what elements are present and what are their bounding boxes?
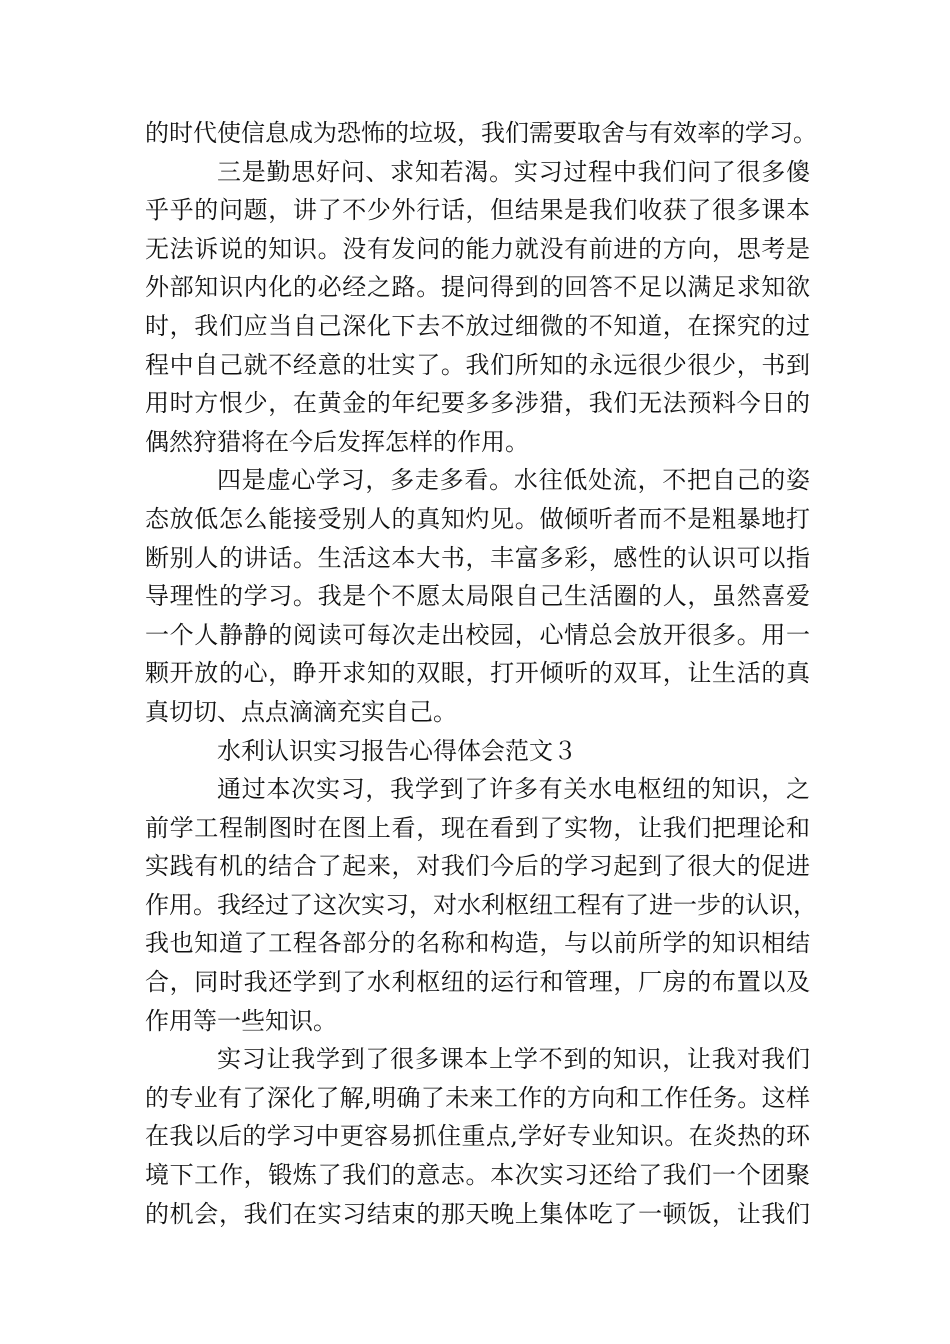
text-line: 四是虚心学习，多走多看。水往低处流，不把自己的姿 bbox=[217, 466, 810, 495]
paragraph-heading-3 bbox=[145, 732, 810, 771]
text-line: 真切切、点点滴滴充实自己。 bbox=[145, 697, 457, 726]
text-line: 三是勤思好问、求知若渴。实习过程中我们问了很多傻 bbox=[217, 157, 810, 186]
text-line: 用时方恨少，在黄金的年纪要多多涉猎，我们无法预料今日的 bbox=[145, 389, 810, 418]
text-line: 态放低怎么能接受别人的真知灼见。做倾听者而不是粗暴地打 bbox=[145, 504, 810, 533]
text-line: 实习让我学到了很多课本上学不到的知识，让我对我们 bbox=[217, 1045, 810, 1074]
text-line: 断别人的讲话。生活这本大书，丰富多彩，感性的认识可以指 bbox=[145, 543, 810, 572]
paragraph-point-four bbox=[145, 461, 810, 731]
text-line: 水利认识实习报告心得体会范文３ bbox=[217, 736, 577, 765]
text-line: 乎乎的问题，讲了不少外行话，但结果是我们收获了很多课本 bbox=[145, 196, 810, 225]
text-line: 偶然狩猎将在今后发挥怎样的作用。 bbox=[145, 427, 529, 456]
text-line: 外部知识内化的必经之路。提问得到的回答不足以满足求知欲 bbox=[145, 273, 810, 302]
text-line: 前学工程制图时在图上看，现在看到了实物，让我们把理论和 bbox=[145, 813, 810, 842]
text-line: 一个人静静的阅读可每次走出校园，心情总会放开很多。用一 bbox=[145, 620, 810, 649]
text-line: 的机会，我们在实习结束的那天晚上集体吃了一顿饭，让我们 bbox=[145, 1199, 810, 1228]
text-line: 作用。我经过了这次实习，对水利枢纽工程有了进一步的认识， bbox=[145, 890, 817, 919]
text-line: 的时代使信息成为恐怖的垃圾，我们需要取舍与有效率的学习。 bbox=[145, 119, 817, 147]
text-line: 通过本次实习，我学到了许多有关水电枢纽的知识，之 bbox=[217, 775, 810, 804]
paragraph-continued bbox=[145, 114, 817, 153]
text-line: 无法诉说的知识。没有发问的能力就没有前进的方向，思考是 bbox=[145, 234, 810, 263]
paragraph-point-three bbox=[145, 153, 810, 462]
text-line: 实践有机的结合了起来，对我们今后的学习起到了很大的促进 bbox=[145, 852, 810, 881]
text-line: 我也知道了工程各部分的名称和构造，与以前所学的知识相结 bbox=[145, 929, 810, 958]
paragraph-essay3-second bbox=[145, 1040, 810, 1233]
text-line: 颗开放的心，睁开求知的双眼，打开倾听的双耳，让生活的真 bbox=[145, 659, 810, 688]
text-line: 合，同时我还学到了水利枢纽的运行和管理，厂房的布置以及 bbox=[145, 968, 810, 997]
text-line: 在我以后的学习中更容易抓住重点,学好专业知识。在炎热的环 bbox=[145, 1122, 810, 1151]
text-line: 时，我们应当自己深化下去不放过细微的不知道，在探究的过 bbox=[145, 311, 810, 340]
text-line: 程中自己就不经意的壮实了。我们所知的永远很少很少，书到 bbox=[145, 350, 810, 379]
text-line: 的专业有了深化了解,明确了未来工作的方向和工作任务。这样 bbox=[145, 1083, 810, 1112]
text-line: 导理性的学习。我是个不愿太局限自己生活圈的人，虽然喜爱 bbox=[145, 582, 810, 611]
text-line: 境下工作，锻炼了我们的意志。本次实习还给了我们一个团聚 bbox=[145, 1161, 810, 1190]
text-line: 作用等一些知识。 bbox=[145, 1006, 337, 1035]
document-body bbox=[145, 114, 817, 1233]
paragraph-essay3-first bbox=[145, 770, 817, 1040]
